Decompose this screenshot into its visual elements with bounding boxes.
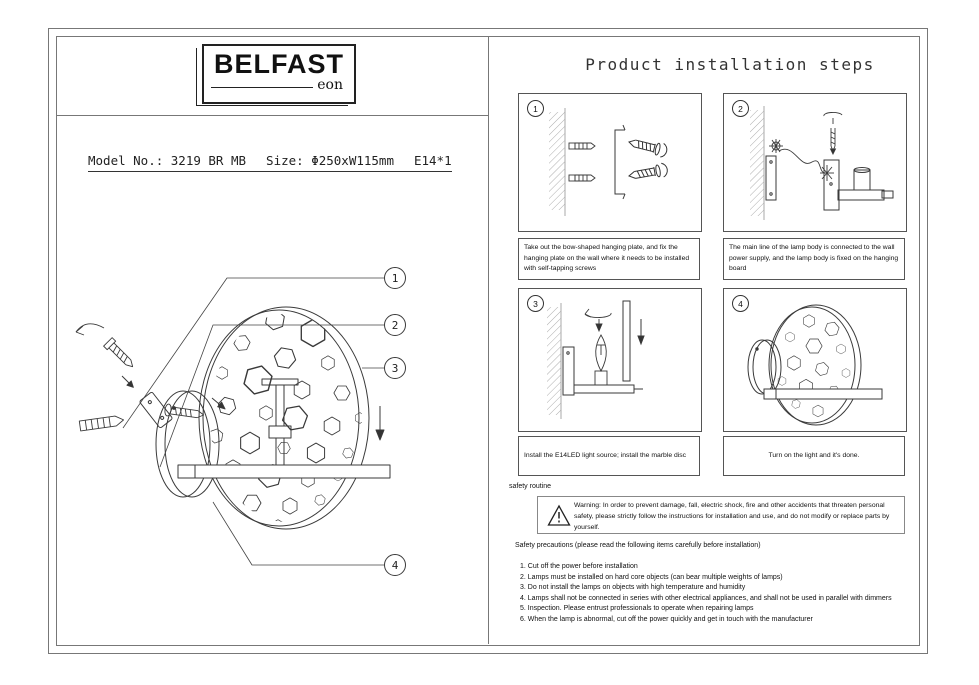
logo-bottom-rule <box>204 78 354 95</box>
center-divider <box>488 36 489 644</box>
pebble-pattern <box>778 315 850 417</box>
step-1-number-badge: 1 <box>527 100 544 117</box>
model-number: Model No.: 3219 BR MB <box>88 153 247 168</box>
logo-section-divider <box>57 115 488 116</box>
precaution-item: 1. Cut off the power before installation <box>520 563 638 570</box>
callout-3-number: 3 <box>391 362 399 375</box>
pebble-pattern <box>209 309 365 533</box>
marble-disc-icon <box>769 305 861 425</box>
step-2-caption: The main line of the lamp body is connected to the wall power supply, and the lamp body is fixed on the hanging board <box>723 238 905 280</box>
step-2-number-badge: 2 <box>732 100 749 117</box>
candle-bulb-icon <box>595 335 607 385</box>
top-screw-icon <box>824 112 842 154</box>
warning-triangle-icon <box>547 504 571 528</box>
callout-1 <box>385 268 406 289</box>
callout-4-number: 4 <box>391 559 399 572</box>
shelf-icon <box>764 389 882 399</box>
step-1-figure <box>518 93 702 232</box>
step-3-figure <box>518 288 702 432</box>
step-3-drawing <box>519 289 701 431</box>
screw-icon <box>627 135 668 158</box>
exploded-view-drawing <box>70 258 480 588</box>
shelf-icon <box>574 385 643 393</box>
precautions-list <box>520 562 892 626</box>
warning-text: Warning: In order to prevent damage, fall, electric shock, fire and other accidents that threaten personal safety, please strictly follow the instructions for installation and use, and do not modify or replace parts by yourself. <box>574 502 890 531</box>
callout-2-number: 2 <box>391 319 399 332</box>
precaution-item: 5. Inspection. Please entrust professionals to operate when repairing lamps <box>520 605 754 613</box>
step-3-number-badge: 3 <box>527 295 544 312</box>
wall-hatching <box>547 307 561 415</box>
brand-logo <box>202 44 356 104</box>
anchor-plug-icon <box>569 143 595 181</box>
step-4-number-badge: 4 <box>732 295 749 312</box>
wall-plate-icon <box>563 347 574 395</box>
wall-hatching <box>750 110 764 216</box>
hanging-plate-icon <box>615 125 625 199</box>
step-4-caption: Turn on the light and it's done. <box>723 436 905 476</box>
mount-screw <box>164 404 204 421</box>
precaution-item: 4. Lamps shall not be connected in series with other electrical appliances, and shall not be used in parallel with dimmers <box>520 594 892 602</box>
wall-hatching <box>549 112 565 210</box>
callout-3 <box>385 358 406 379</box>
size-spec: Size: Φ250xW115mm <box>266 153 394 168</box>
precaution-item: 2. Lamps must be installed on hard core objects (can bear multiple weights of lamps) <box>520 573 783 581</box>
step-3-caption: Install the E14LED light source; install the marble disc <box>518 436 700 476</box>
screw-icon <box>628 162 669 183</box>
rotate-install-arrow <box>585 309 611 331</box>
callout-4 <box>385 555 406 576</box>
callout-leader-lines <box>123 278 384 565</box>
wall-mount-base-icon <box>748 340 781 394</box>
lamp-spec: E14*1 <box>413 153 452 168</box>
shelf-icon <box>838 168 893 201</box>
wall-anchor-plug <box>79 415 124 431</box>
step-1-caption: Take out the bow-shaped hanging plate, and fix the hanging plate on the wall where it needs to be installed with self-tapping screws <box>518 238 700 280</box>
step-4-figure <box>723 288 907 432</box>
shelf-bar <box>178 465 390 478</box>
step-2-drawing <box>724 94 906 231</box>
model-spec-line <box>88 153 452 172</box>
precaution-item: 6. When the lamp is abnormal, cut off the power quickly and get in touch with the manufacturer <box>520 615 813 623</box>
wall-plate-icon <box>766 156 776 200</box>
callout-1-number: 1 <box>391 272 399 285</box>
brand-subname: eon <box>317 77 343 93</box>
self-tapping-screw <box>104 338 137 371</box>
step-2-figure <box>723 93 907 232</box>
precaution-item: 3. Do not install the lamps on objects with high temperature and humidity <box>520 584 746 592</box>
marble-disc-edge-icon <box>623 301 644 381</box>
screw-direction-arrow <box>120 374 136 390</box>
logo-rule-line <box>211 87 313 88</box>
precautions-heading: Safety precautions (please read the following items carefully before installation) <box>515 542 761 549</box>
warning-box <box>537 496 905 534</box>
step-4-drawing <box>724 289 906 431</box>
page-title: Product installation steps <box>585 55 875 74</box>
slide-down-arrow <box>376 406 384 440</box>
step-1-drawing <box>519 94 701 231</box>
brand-name: BELFAST <box>213 49 344 79</box>
safety-routine-label: safety routine <box>509 483 552 490</box>
callout-2 <box>385 315 406 336</box>
screwdriver-rotate-arrow <box>76 324 104 335</box>
